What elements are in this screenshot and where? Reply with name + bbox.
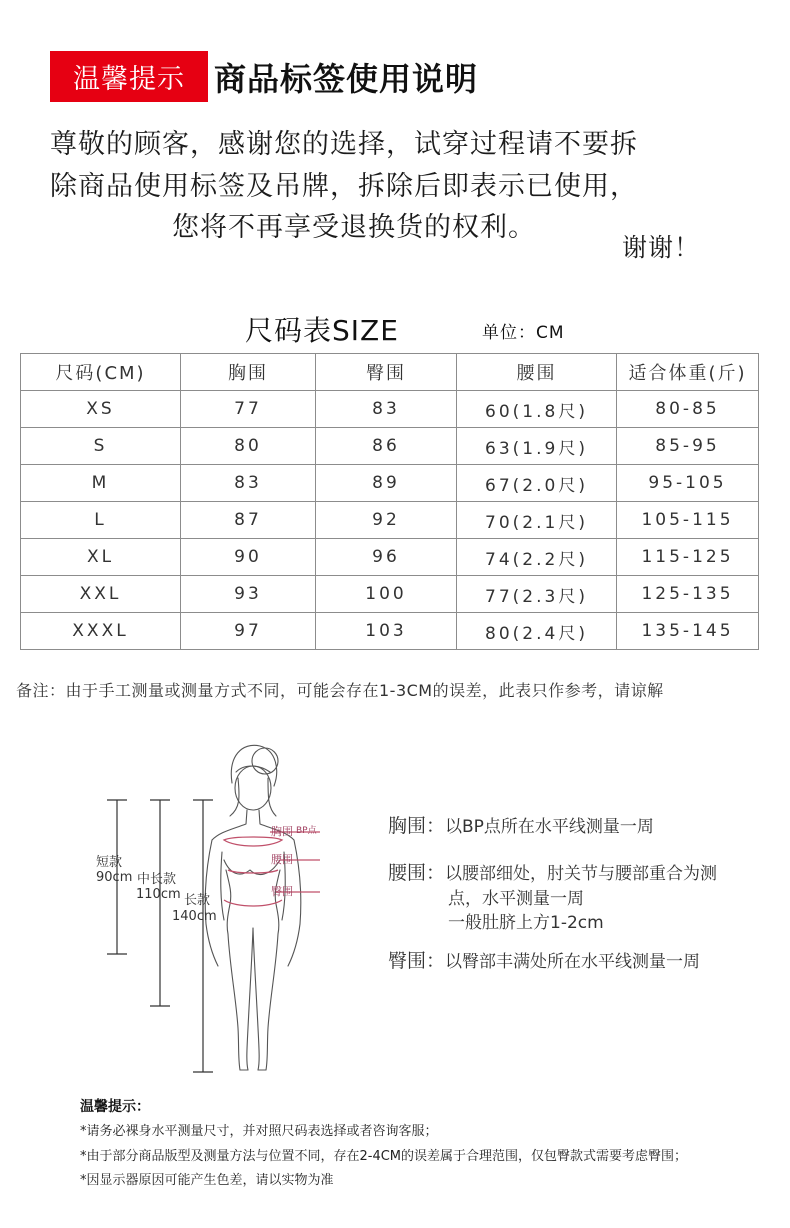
cell-hip: 96: [316, 539, 457, 576]
cell-weight: 85-95: [617, 428, 759, 465]
short-length-label: 短款: [96, 855, 123, 870]
cell-waist: 77(2.3尺): [457, 576, 617, 613]
cell-chest: 80: [181, 428, 316, 465]
figure-tag-hip: 臀围: [271, 885, 293, 898]
table-row: [21, 613, 759, 650]
cell-waist: 80(2.4尺): [457, 613, 617, 650]
thanks-text: 谢谢！: [622, 233, 701, 262]
tip-badge: 温馨提示: [50, 51, 208, 102]
short-length-value: 90cm: [96, 870, 133, 885]
cell-weight: 105-115: [617, 502, 759, 539]
tip-2: *由于部分商品版型及测量方法与位置不同，存在2-4CM的误差属于合理范围，仅包臀款式需要考虑臀围；: [80, 1149, 688, 1164]
table-row: [21, 465, 759, 502]
cell-chest: 83: [181, 465, 316, 502]
size-table: [20, 353, 759, 650]
waist-measure-text-1: 以腰部细处，肘关节与腰部重合为测: [445, 864, 718, 884]
size-table-unit: 单位：CM: [482, 323, 565, 343]
cell-hip: 100: [316, 576, 457, 613]
cell-chest: 90: [181, 539, 316, 576]
hip-measure-text: 以臀部丰满处所在水平线测量一周: [445, 952, 701, 972]
tips-heading: 温馨提示：: [80, 1099, 150, 1115]
hip-measure-description: [388, 946, 700, 973]
table-row: [21, 391, 759, 428]
notice-line-3: 您将不再享受退换货的权利。: [172, 212, 536, 243]
waist-measure-text-2: 点，水平测量一周: [448, 889, 584, 909]
table-row: [21, 539, 759, 576]
cell-weight: 95-105: [617, 465, 759, 502]
long-length-value: 140cm: [172, 909, 217, 924]
cell-hip: 103: [316, 613, 457, 650]
header-size: 尺码(CM): [21, 354, 181, 391]
cell-weight: 135-145: [617, 613, 759, 650]
waist-measure-key: 腰围：: [388, 862, 446, 884]
cell-weight: 115-125: [617, 539, 759, 576]
cell-weight: 125-135: [617, 576, 759, 613]
cell-size: XXL: [21, 576, 181, 613]
cell-size: XL: [21, 539, 181, 576]
hip-measure-key: 臀围：: [388, 950, 446, 972]
cell-size: S: [21, 428, 181, 465]
long-length-label: 长款: [184, 893, 211, 908]
size-table-title: 尺码表SIZE: [245, 314, 399, 347]
chest-measure-description: [388, 811, 654, 838]
chest-measure-text: 以BP点所在水平线测量一周: [445, 817, 654, 837]
cell-weight: 80-85: [617, 391, 759, 428]
notice-line-1: 尊敬的顾客，感谢您的选择，试穿过程请不要拆: [50, 129, 638, 160]
cell-chest: 87: [181, 502, 316, 539]
mid-length-label: 中长款: [137, 872, 177, 887]
header-weight: 适合体重(斤): [617, 354, 759, 391]
tip-1: *请务必裸身水平测量尺寸，并对照尺码表选择或者咨询客服；: [80, 1124, 438, 1139]
figure-tag-waist: 腰围: [271, 853, 293, 866]
cell-hip: 86: [316, 428, 457, 465]
cell-waist: 74(2.2尺): [457, 539, 617, 576]
cell-waist: 63(1.9尺): [457, 428, 617, 465]
waist-measure-description: [388, 858, 717, 885]
cell-size: XXXL: [21, 613, 181, 650]
header-chest: 胸围: [181, 354, 316, 391]
cell-hip: 92: [316, 502, 457, 539]
chest-measure-key: 胸围：: [388, 815, 446, 837]
cell-hip: 89: [316, 465, 457, 502]
cell-chest: 77: [181, 391, 316, 428]
cell-chest: 97: [181, 613, 316, 650]
cell-size: L: [21, 502, 181, 539]
figure-tag-chest: 胸围: [271, 825, 293, 838]
tip-3: *因显示器原因可能产生色差，请以实物为准: [80, 1173, 334, 1188]
cell-waist: 60(1.8尺): [457, 391, 617, 428]
table-row: [21, 576, 759, 613]
header-waist: 腰围: [457, 354, 617, 391]
notice-line-2: 除商品使用标签及吊牌，拆除后即表示已使用，: [50, 171, 638, 202]
figure-tag-bp: BP点: [296, 826, 317, 836]
table-row: [21, 502, 759, 539]
cell-size: M: [21, 465, 181, 502]
page-title: 商品标签使用说明: [214, 60, 479, 98]
waist-measure-text-3: 一般肚脐上方1-2cm: [448, 913, 604, 933]
size-table-header-row: [21, 354, 759, 391]
remark-text: 备注：由于手工测量或测量方式不同，可能会存在1-3CM的误差，此表只作参考，请谅解: [16, 681, 664, 700]
cell-chest: 93: [181, 576, 316, 613]
table-row: [21, 428, 759, 465]
cell-hip: 83: [316, 391, 457, 428]
cell-size: XS: [21, 391, 181, 428]
cell-waist: 70(2.1尺): [457, 502, 617, 539]
cell-waist: 67(2.0尺): [457, 465, 617, 502]
mid-length-value: 110cm: [136, 887, 181, 902]
header-hip: 臀围: [316, 354, 457, 391]
